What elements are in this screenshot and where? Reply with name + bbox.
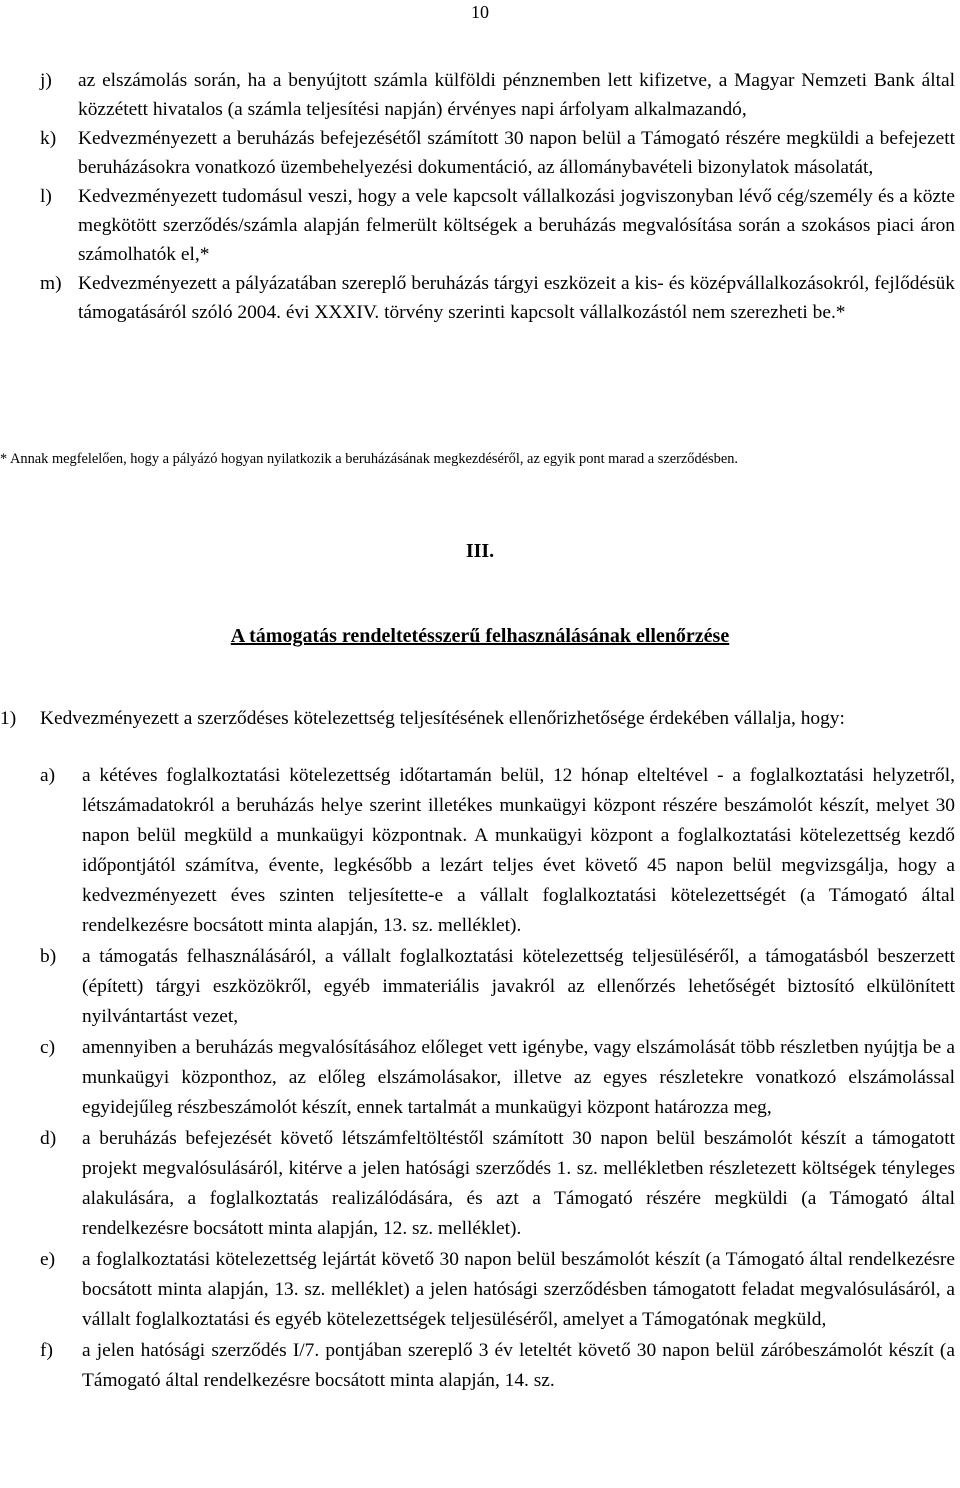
list-item-label: e) bbox=[40, 1249, 56, 1270]
list-item-text: amennyiben a beruházás megvalósításához előleget vett igénybe, vagy elszámolását több részletben nyújtja be a munkaügyi központhoz, az előleg elszámolásakor, illetve az egyes részletekre vonatkozó elszámolással egyidejűleg részbeszámolót készít, ennek tartalmát a munkaügyi központ határozza meg, bbox=[82, 1037, 955, 1118]
list-item-text: Kedvezményezett a beruházás befejezésétől számított 30 napon belül a Támogató részére megküldi a befejezett beruházásokra vonatkozó üzembehelyezési dokumentáció, az állománybavételi bizonylatok másolatát, bbox=[78, 128, 955, 178]
list-item bbox=[40, 1124, 955, 1244]
section-number: III. bbox=[465, 540, 495, 562]
list-item-text: a beruházás befejezését követő létszámfeltöltéstől számított 30 napon belül beszámolót készít a támogatott projekt megvalósulásáról, kitérve a jelen hatósági szerződés 1. sz. mellékletben részletezett költségek tényleges alakulására, a foglalkoztatás realizálódására, és azt a Támogató részére megküldi (a Támogató által rendelkezésre bocsátott minta alapján, 12. sz. melléklet). bbox=[82, 1128, 955, 1239]
list-item-text: a kétéves foglalkoztatási kötelezettség időtartamán belül, 12 hónap elteltével - a foglalkoztatási helyzetről, létszámadatokról a beruházás helye szerint illetékes munkaügyi központ részére beszámolót készít, melyet 30 napon belül megküld a munkaügyi központnak. A munkaügyi központ a foglalkoztatási kötelezettség kezdő időpontjától számítva, évente, legkésőbb a lezárt teljes évet követő 45 napon belül megvizsgálja, hogy a kedvezményezett éves szinten teljesítette-e a vállalt foglalkoztatási kötelezettségét (a Támogató által rendelkezésre bocsátott minta alapján, 13. sz. melléklet). bbox=[82, 765, 955, 936]
list-item-text: Kedvezményezett tudomásul veszi, hogy a vele kapcsolt vállalkozási jogviszonyban lévő cég/személy és a közte megkötött szerződés/számla alapján felmerült költségek a beruházás megvalósítása során a szokásos piaci áron számolhatók el,* bbox=[78, 186, 955, 265]
list-item-label: l) bbox=[40, 186, 52, 207]
obligations-list bbox=[40, 66, 955, 327]
list-item-text: a jelen hatósági szerződés I/7. pontjában szereplő 3 év leteltét követő 30 napon belül záróbeszámolót készít (a Támogató által rendelkezésre bocsátott minta alapján, 14. sz. bbox=[82, 1340, 955, 1391]
intro-number: 1) bbox=[0, 708, 17, 729]
list-item-label: m) bbox=[40, 273, 62, 294]
list-item bbox=[40, 1245, 955, 1335]
section-title: A támogatás rendeltetésszerű felhasználásának ellenőrzése bbox=[230, 625, 730, 647]
list-item bbox=[40, 1336, 955, 1396]
list-item-label: f) bbox=[40, 1340, 53, 1361]
list-item-label: j) bbox=[40, 70, 52, 91]
list-item-label: a) bbox=[40, 765, 56, 786]
list-item-text: a támogatás felhasználásáról, a vállalt foglalkoztatási kötelezettség teljesüléséről, a támogatásból beszerzett (épített) tárgyi eszközökről, egyéb immateriális javakról az ellenőrzés lehetőségét biztosító elkülönített nyilvántartást vezet, bbox=[82, 946, 955, 1027]
list-item bbox=[40, 124, 955, 182]
list-item-label: b) bbox=[40, 946, 57, 967]
control-obligations-list bbox=[40, 761, 955, 1397]
list-item-text: Kedvezményezett a pályázatában szereplő beruházás tárgyi eszközeit a kis- és középvállalkozásokról, fejlődésük támogatásáról szóló 2004. évi XXXIV. törvény szerinti kapcsolt vállalkozástól nem szerezheti be.* bbox=[78, 273, 955, 323]
list-item-label: c) bbox=[40, 1037, 56, 1058]
list-item-text: az elszámolás során, ha a benyújtott számla külföldi pénznemben lett kifizetve, a Magyar Nemzeti Bank által közzétett hivatalos (a számla teljesítési napján) érvényes napi árfolyam alkalmazandó, bbox=[78, 70, 955, 120]
list-item bbox=[40, 66, 955, 124]
list-item-label: d) bbox=[40, 1128, 57, 1149]
page-number: 10 bbox=[471, 2, 489, 22]
list-item bbox=[40, 761, 955, 941]
list-item bbox=[40, 1033, 955, 1123]
list-item bbox=[40, 942, 955, 1032]
intro-paragraph bbox=[0, 704, 955, 733]
list-item-text: a foglalkoztatási kötelezettség lejártát követő 30 napon belül beszámolót készít (a Támogató által rendelkezésre bocsátott minta alapján, 13. sz. melléklet) a jelen hatósági szerződésben támogatott feladat megvalósulásáról, a vállalt foglalkoztatási és egyéb kötelezettségek teljesüléséről, amelyet a Támogatónak megküld, bbox=[82, 1249, 955, 1330]
footnote: * Annak megfelelően, hogy a pályázó hogyan nyilatkozik a beruházásának megkezdéséről, az egyik pont marad a szerződésben. bbox=[0, 451, 739, 467]
list-item-label: k) bbox=[40, 128, 57, 149]
intro-text: Kedvezményezett a szerződéses kötelezettség teljesítésének ellenőrizhetősége érdekében vállalja, hogy: bbox=[40, 708, 845, 729]
list-item bbox=[40, 182, 955, 269]
list-item bbox=[40, 269, 955, 327]
